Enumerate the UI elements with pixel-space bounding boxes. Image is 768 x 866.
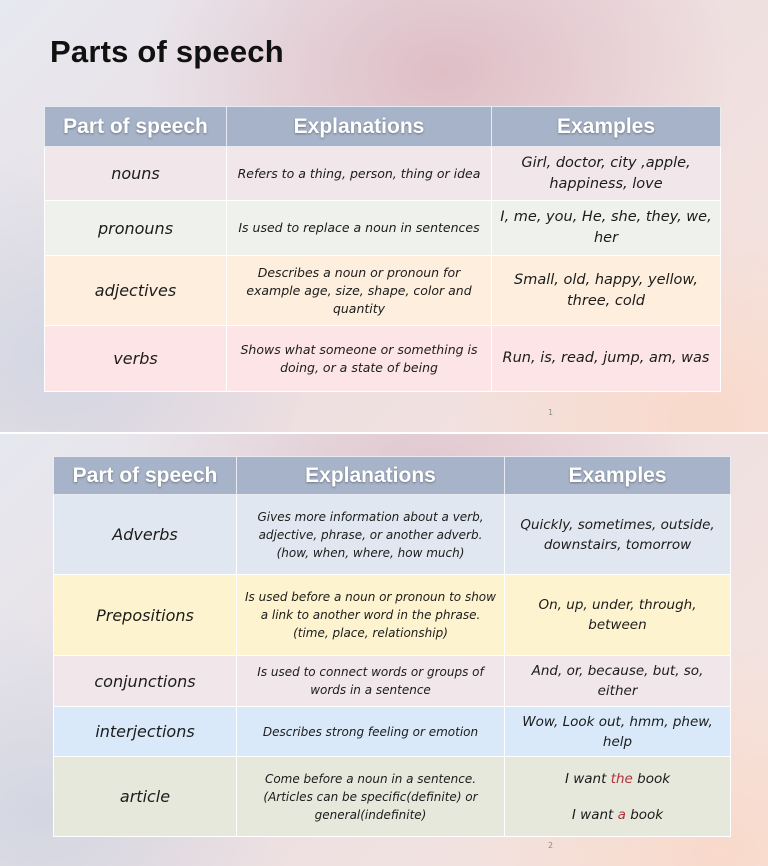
header-part-of-speech: Part of speech <box>45 107 227 147</box>
examples-cell: I, me, you, He, she, they, we, her <box>492 201 721 256</box>
examples-cell <box>505 757 731 837</box>
table-header-row <box>45 107 721 147</box>
explanation-cell: Describes a noun or pronoun for example age, size, shape, color and quantity <box>227 256 492 326</box>
explanation-cell: Come before a noun in a sentence. (Articles can be specific(definite) or general(indefinite) <box>237 757 505 837</box>
table-row-prepositions <box>54 575 731 656</box>
table-row-adverbs <box>54 495 731 575</box>
highlighted-article: a <box>617 806 626 823</box>
parts-of-speech-table-2 <box>53 456 731 837</box>
explanation-cell: Shows what someone or something is doing, or a state of being <box>227 326 492 392</box>
example-text: book <box>632 770 671 787</box>
example-line-indefinite <box>510 805 725 825</box>
example-text: I want <box>571 806 618 823</box>
part-cell: nouns <box>45 147 227 201</box>
table-row-interjections <box>54 707 731 757</box>
examples-cell: Run, is, read, jump, am, was <box>492 326 721 392</box>
example-text: I want <box>564 770 611 787</box>
examples-cell: And, or, because, but, so, either <box>505 656 731 707</box>
part-cell: verbs <box>45 326 227 392</box>
table-row-conjunctions <box>54 656 731 707</box>
part-cell: interjections <box>54 707 237 757</box>
header-part-of-speech: Part of speech <box>54 457 237 495</box>
examples-cell: Quickly, sometimes, outside, downstairs, tomorrow <box>505 495 731 575</box>
slide-2 <box>0 434 768 866</box>
part-cell: pronouns <box>45 201 227 256</box>
example-line-definite <box>510 769 725 789</box>
part-cell: conjunctions <box>54 656 237 707</box>
explanation-cell: Is used before a noun or pronoun to show a link to another word in the phrase. (time, place, relationship) <box>237 575 505 656</box>
slide-1 <box>0 0 768 432</box>
example-text: book <box>625 806 664 823</box>
explanation-cell: Describes strong feeling or emotion <box>237 707 505 757</box>
header-examples: Examples <box>505 457 731 495</box>
explanation-cell: Is used to replace a noun in sentences <box>227 201 492 256</box>
explanation-cell: Is used to connect words or groups of words in a sentence <box>237 656 505 707</box>
table-header-row <box>54 457 731 495</box>
page-number: 2 <box>548 841 554 850</box>
header-explanations: Explanations <box>227 107 492 147</box>
examples-cell: On, up, under, through, between <box>505 575 731 656</box>
slide-title: Parts of speech <box>50 34 284 69</box>
table-row-pronouns <box>45 201 721 256</box>
table-row-article <box>54 757 731 837</box>
table-row-adjectives <box>45 256 721 326</box>
header-explanations: Explanations <box>237 457 505 495</box>
header-examples: Examples <box>492 107 721 147</box>
page-number: 1 <box>548 408 554 417</box>
highlighted-article: the <box>610 770 633 787</box>
examples-cell: Girl, doctor, city ,apple, happiness, love <box>492 147 721 201</box>
explanation-cell: Refers to a thing, person, thing or idea <box>227 147 492 201</box>
table-row-verbs <box>45 326 721 392</box>
explanation-cell: Gives more information about a verb, adjective, phrase, or another adverb. (how, when, where, how much) <box>237 495 505 575</box>
part-cell: Adverbs <box>54 495 237 575</box>
examples-cell: Small, old, happy, yellow, three, cold <box>492 256 721 326</box>
parts-of-speech-table-1 <box>44 106 721 392</box>
part-cell: article <box>54 757 237 837</box>
part-cell: adjectives <box>45 256 227 326</box>
examples-cell: Wow, Look out, hmm, phew, help <box>505 707 731 757</box>
table-row-nouns <box>45 147 721 201</box>
example-spacer <box>510 789 725 805</box>
part-cell: Prepositions <box>54 575 237 656</box>
